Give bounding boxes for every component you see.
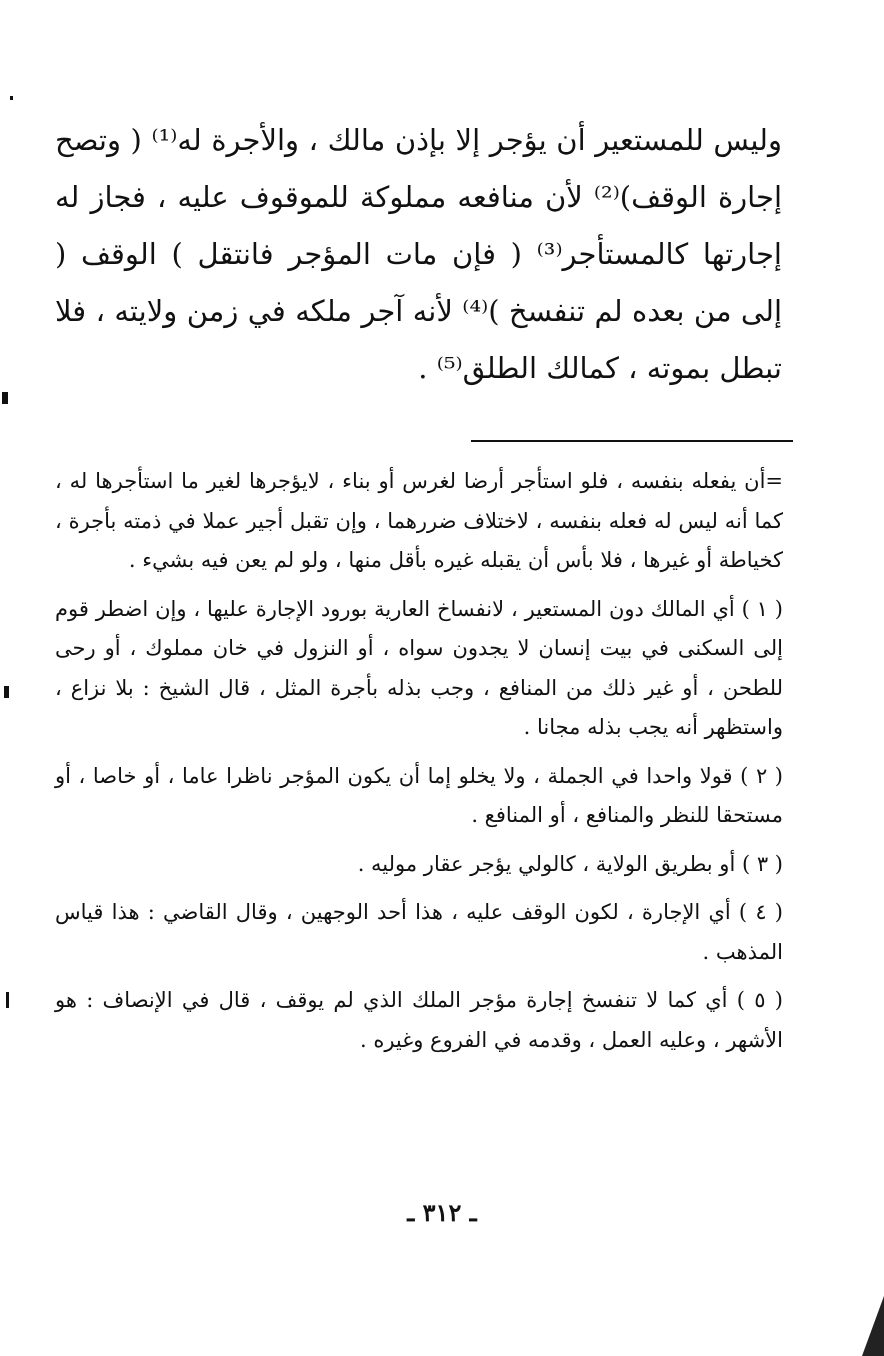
scan-speck — [2, 392, 8, 404]
footnote-continuation: =أن يفعله بنفسه ، فلو استأجر أرضا لغرس أو بناء ، لايؤجرها لغير ما استأجرها له ، كما أنه ليس له فعله بنفسه ، لاختلاف ضررهما ، وإن تقبل أجير عملا في ذمته بأجرة ، كخياطة أو غيرها ، فلا بأس أن يقبله غيره بأقل منها ، ولو لم يعن فيه بشيء . — [55, 469, 783, 572]
scan-speck — [10, 96, 13, 100]
main-text — [55, 112, 782, 397]
footnote-separator — [471, 440, 793, 442]
page-number: ـ ٣١٢ ـ — [407, 1198, 477, 1227]
footnote-4: ( ٤ ) أي الإجارة ، لكون الوقف عليه ، هذا أحد الوجهين ، وقال القاضي : هذا قياس المذهب . — [55, 900, 783, 964]
footnote-3: ( ٣ ) أو بطريق الولاية ، كالولي يؤجر عقار موليه . — [357, 851, 783, 876]
footnote-5: ( ٥ ) أي كما لا تنفسخ إجارة مؤجر الملك الذي لم يوقف ، قال في الإنصاف : هو الأشهر ، وعليه العمل ، وقدمه في الفروع وغيره . — [55, 988, 783, 1052]
footnote-2: ( ٢ ) قولا واحدا في الجملة ، ولا يخلو إما أن يكون المؤجر ناظرا عاما ، أو خاصا ، أو مستحقا للنظر والمنافع ، أو المنافع . — [55, 763, 783, 827]
main-paragraph: وليس للمستعير أن يؤجر إلا بإذن مالك ، والأجرة له⁽¹⁾ ( وتصح إجارة الوقف)⁽²⁾ لأن منافعه مملوكة للموقوف عليه ، فجاز له إجارتها كالمستأجر⁽³⁾ ( فإن مات المؤجر فانتقل ) الوقف ( إلى من بعده لم تنفسخ )⁽⁴⁾ لأنه آجر ملكه في زمن ولايته ، فلا تبطل بموته ، كمالك الطلق⁽⁵⁾ . — [55, 123, 783, 385]
scan-corner-shadow — [862, 1296, 884, 1356]
footnotes — [55, 462, 783, 1069]
scan-speck — [4, 686, 9, 698]
footnote-1: ( ١ ) أي المالك دون المستعير ، لانفساخ العارية بورود الإجارة عليها ، وإن اضطر قوم إلى السكنى في بيت إنسان لا يجدون سواه ، أو النزول في خان مملوك ، أو رحى للطحن ، أو غير ذلك من المنافع ، وجب بذله بأجرة المثل ، قال الشيخ : بلا نزاع ، واستظهر أنه يجب بذله مجانا . — [55, 596, 783, 739]
scan-speck — [6, 992, 9, 1008]
